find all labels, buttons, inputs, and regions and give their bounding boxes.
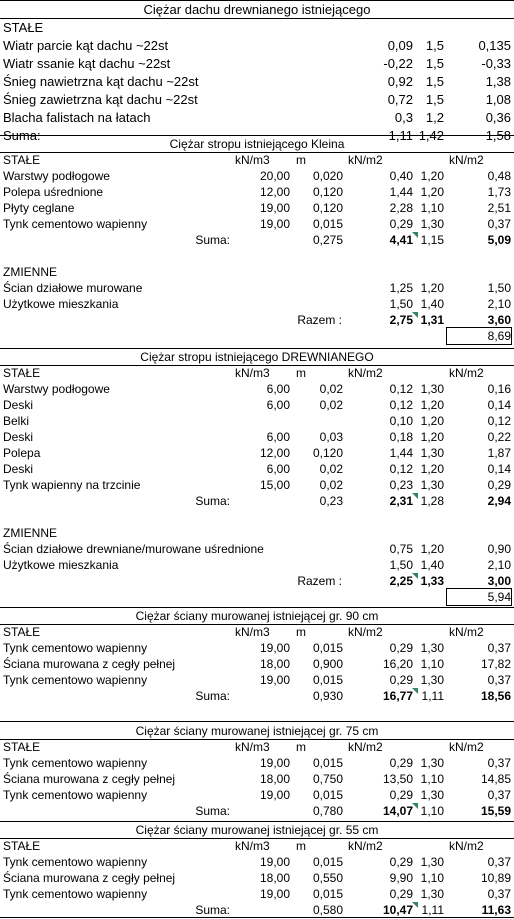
value-char: 0,75 bbox=[389, 542, 413, 556]
row-name: Deski bbox=[3, 462, 34, 476]
razem-factor: 1,31 bbox=[420, 313, 444, 327]
value-thickness: 0,120 bbox=[312, 185, 343, 199]
value-design: 10,89 bbox=[480, 871, 511, 885]
sum-label: Suma: bbox=[195, 804, 230, 818]
value-factor: 1,20 bbox=[420, 430, 444, 444]
value-factor: 1,5 bbox=[425, 56, 444, 71]
section-title: Ciężar ściany murowanej istniejącej gr. 75 cm bbox=[135, 724, 379, 738]
value-design: 2,10 bbox=[487, 558, 511, 572]
sum-factor: 1,11 bbox=[421, 689, 444, 703]
value-factor: 1,40 bbox=[420, 297, 444, 311]
unit-thickness: m bbox=[296, 740, 306, 754]
unit-design: kN/m2 bbox=[449, 625, 484, 639]
grid-line bbox=[446, 588, 447, 605]
row-name: Użytkowe mieszkania bbox=[3, 558, 119, 572]
sum-thickness: 0,930 bbox=[312, 689, 343, 703]
value-factor: 1,20 bbox=[420, 281, 444, 295]
row-name: Tynk wapienny na trzcinie bbox=[3, 478, 141, 492]
value-design: 17,82 bbox=[480, 657, 511, 671]
grand-total: 5,94 bbox=[487, 590, 511, 604]
value-factor: 1,30 bbox=[420, 673, 444, 687]
value-factor: 1,5 bbox=[425, 38, 444, 53]
sum-factor: 1,10 bbox=[420, 804, 444, 818]
value-design: 0,36 bbox=[485, 110, 511, 125]
value-thickness: 0,015 bbox=[312, 855, 343, 869]
value-density: 15,00 bbox=[259, 478, 290, 492]
value-char: 1,44 bbox=[389, 446, 413, 460]
value-thickness: 0,015 bbox=[312, 788, 343, 802]
value-design: -0,33 bbox=[481, 56, 511, 71]
sum-thickness: 0,23 bbox=[319, 494, 343, 508]
sum-factor: 1,42 bbox=[418, 128, 444, 143]
value-thickness: 0,020 bbox=[312, 169, 343, 183]
unit-char: kN/m2 bbox=[348, 366, 383, 380]
razem-design: 3,60 bbox=[487, 313, 511, 327]
value-char: 2,28 bbox=[389, 201, 413, 215]
value-char: 1,50 bbox=[389, 558, 413, 572]
value-char: 1,44 bbox=[389, 185, 413, 199]
value-char: 0,29 bbox=[389, 673, 413, 687]
value-factor: 1,30 bbox=[420, 446, 444, 460]
grid-line bbox=[511, 327, 512, 344]
value-factor: 1,30 bbox=[420, 855, 444, 869]
value-density: 18,00 bbox=[259, 871, 290, 885]
value-density: 19,00 bbox=[259, 788, 290, 802]
row-name: Tynk cementowo wapienny bbox=[3, 673, 148, 687]
unit-char: kN/m2 bbox=[348, 740, 383, 754]
section-label: STAŁE bbox=[3, 20, 44, 35]
value-char: 1,50 bbox=[389, 297, 413, 311]
unit-density: kN/m3 bbox=[235, 625, 270, 639]
unit-thickness: m bbox=[296, 839, 306, 853]
value-factor: 1,40 bbox=[420, 558, 444, 572]
value-factor: 1,30 bbox=[420, 478, 444, 492]
unit-thickness: m bbox=[296, 625, 306, 639]
value-design: 0,16 bbox=[487, 382, 511, 396]
value-design: 0,37 bbox=[487, 217, 511, 231]
value-density: 19,00 bbox=[259, 201, 290, 215]
razem-design: 3,00 bbox=[487, 574, 511, 588]
unit-thickness: m bbox=[296, 366, 306, 380]
row-name: Polepa bbox=[3, 446, 41, 460]
razem-label: Razem : bbox=[297, 574, 342, 588]
value-factor: 1,30 bbox=[420, 788, 444, 802]
value-char: 0,29 bbox=[389, 217, 413, 231]
unit-density: kN/m3 bbox=[235, 839, 270, 853]
unit-density: kN/m3 bbox=[235, 153, 270, 167]
value-density: 20,00 bbox=[259, 169, 290, 183]
value-char: 16,20 bbox=[382, 657, 413, 671]
row-name: Ściana murowana z cegły pełnej bbox=[3, 871, 176, 885]
value-design: 0,37 bbox=[487, 887, 511, 901]
value-design: 0,37 bbox=[487, 673, 511, 687]
value-char: -0,22 bbox=[383, 56, 413, 71]
sum-factor: 1,28 bbox=[420, 494, 444, 508]
value-design: 0,135 bbox=[478, 38, 511, 53]
value-density: 6,00 bbox=[266, 398, 290, 412]
unit-design: kN/m2 bbox=[449, 740, 484, 754]
row-name: Warstwy podłogowe bbox=[3, 382, 110, 396]
sum-label: Suma: bbox=[195, 903, 230, 917]
value-density: 19,00 bbox=[259, 673, 290, 687]
sum-char: 4,41 bbox=[389, 233, 413, 247]
value-factor: 1,20 bbox=[420, 414, 444, 428]
row-name: Blacha falistach na łatach bbox=[3, 110, 151, 125]
variable-label: ZMIENNE bbox=[3, 526, 57, 540]
row-name: Belki bbox=[3, 414, 30, 428]
unit-char: kN/m2 bbox=[348, 625, 383, 639]
value-density: 19,00 bbox=[259, 855, 290, 869]
value-char: 0,72 bbox=[387, 92, 413, 107]
value-design: 1,87 bbox=[487, 446, 511, 460]
value-thickness: 0,120 bbox=[312, 446, 343, 460]
row-name: Wiatr ssanie kąt dachu ~22st bbox=[3, 56, 171, 71]
sum-design: 2,94 bbox=[487, 494, 511, 508]
value-thickness: 0,03 bbox=[319, 430, 343, 444]
unit-char: kN/m2 bbox=[348, 839, 383, 853]
row-name: Tynk cementowo wapienny bbox=[3, 887, 148, 901]
row-name: Tynk cementowo wapienny bbox=[3, 641, 148, 655]
value-design: 2,10 bbox=[487, 297, 511, 311]
section-title: Ciężar ściany murowanej istniejącej gr. 55 cm bbox=[135, 823, 379, 837]
value-thickness: 0,120 bbox=[312, 201, 343, 215]
value-design: 0,14 bbox=[487, 398, 511, 412]
sum-thickness: 0,780 bbox=[312, 804, 343, 818]
value-density: 18,00 bbox=[259, 772, 290, 786]
value-char: 0,23 bbox=[389, 478, 413, 492]
value-design: 0,48 bbox=[487, 169, 511, 183]
value-char: 0,3 bbox=[394, 110, 413, 125]
value-char: 0,40 bbox=[389, 169, 413, 183]
unit-design: kN/m2 bbox=[449, 366, 484, 380]
value-density: 19,00 bbox=[259, 756, 290, 770]
razem-char: 2,25 bbox=[389, 574, 413, 588]
value-density: 18,00 bbox=[259, 657, 290, 671]
value-char: 0,29 bbox=[389, 855, 413, 869]
grid-line bbox=[0, 721, 514, 722]
value-char: 0,12 bbox=[389, 462, 413, 476]
row-name: Ścian działowe murowane bbox=[3, 281, 143, 295]
value-factor: 1,20 bbox=[420, 185, 444, 199]
value-density: 6,00 bbox=[266, 462, 290, 476]
sum-char: 2,31 bbox=[389, 494, 413, 508]
value-density: 19,00 bbox=[259, 641, 290, 655]
value-density: 12,00 bbox=[259, 185, 290, 199]
value-factor: 1,5 bbox=[425, 74, 444, 89]
sum-design: 5,09 bbox=[487, 233, 511, 247]
value-thickness: 0,900 bbox=[312, 657, 343, 671]
row-name: Śnieg zawietrzna kąt dachu ~22st bbox=[3, 92, 198, 107]
section-title: Ciężar dachu drewnianego istniejącego bbox=[143, 2, 371, 17]
grid-line bbox=[446, 327, 447, 344]
row-name: Wiatr parcie kąt dachu ~22st bbox=[3, 38, 169, 53]
row-name: Użytkowe mieszkania bbox=[3, 297, 119, 311]
sum-factor: 1,11 bbox=[421, 903, 444, 917]
unit-thickness: m bbox=[296, 153, 306, 167]
grid-line bbox=[511, 588, 512, 605]
value-thickness: 0,015 bbox=[312, 217, 343, 231]
row-name: Warstwy podłogowe bbox=[3, 169, 110, 183]
value-factor: 1,5 bbox=[425, 92, 444, 107]
value-design: 0,90 bbox=[487, 542, 511, 556]
value-density: 6,00 bbox=[266, 382, 290, 396]
value-factor: 1,30 bbox=[420, 382, 444, 396]
sum-label: Suma: bbox=[3, 128, 41, 143]
value-char: 0,29 bbox=[389, 788, 413, 802]
value-density: 19,00 bbox=[259, 217, 290, 231]
row-name: Tynk cementowo wapienny bbox=[3, 756, 148, 770]
value-thickness bbox=[292, 413, 343, 430]
value-density: 6,00 bbox=[266, 430, 290, 444]
value-factor: 1,20 bbox=[420, 542, 444, 556]
value-char: 13,50 bbox=[382, 772, 413, 786]
grid-line bbox=[446, 605, 512, 606]
value-design: 14,85 bbox=[480, 772, 511, 786]
value-density bbox=[232, 413, 290, 430]
grid-line bbox=[0, 18, 514, 19]
value-design: 1,73 bbox=[487, 185, 511, 199]
sum-char: 16,77 bbox=[382, 689, 413, 703]
value-factor: 1,30 bbox=[420, 887, 444, 901]
sum-factor: 1,15 bbox=[420, 233, 444, 247]
value-thickness: 0,015 bbox=[312, 673, 343, 687]
value-char: 0,18 bbox=[389, 430, 413, 444]
row-name: Ściana murowana z cegły pełnej bbox=[3, 772, 176, 786]
row-name: Ściana murowana z cegły pełnej bbox=[3, 657, 176, 671]
value-thickness: 0,02 bbox=[319, 478, 343, 492]
value-design: 1,08 bbox=[485, 92, 511, 107]
sum-char: 14,07 bbox=[382, 804, 413, 818]
section-label: STAŁE bbox=[3, 153, 41, 167]
value-char: 0,29 bbox=[389, 756, 413, 770]
value-design: 0,14 bbox=[487, 462, 511, 476]
section-label: STAŁE bbox=[3, 366, 41, 380]
value-factor: 1,20 bbox=[420, 169, 444, 183]
value-factor: 1,10 bbox=[420, 657, 444, 671]
razem-label: Razem : bbox=[297, 313, 342, 327]
value-thickness: 0,02 bbox=[319, 382, 343, 396]
value-thickness: 0,02 bbox=[319, 462, 343, 476]
value-char: 0,92 bbox=[387, 74, 413, 89]
value-design: 0,37 bbox=[487, 756, 511, 770]
value-thickness: 0,015 bbox=[312, 641, 343, 655]
value-density: 12,00 bbox=[259, 446, 290, 460]
section-title: Ciężar ściany murowanej istniejącej gr. 90 cm bbox=[135, 609, 379, 623]
row-name: Tynk cementowo wapienny bbox=[3, 788, 148, 802]
row-name: Tynk cementowo wapienny bbox=[3, 217, 148, 231]
sum-label: Suma: bbox=[195, 494, 230, 508]
value-design: 0,12 bbox=[487, 414, 511, 428]
value-char: 0,12 bbox=[389, 382, 413, 396]
value-thickness: 0,015 bbox=[312, 887, 343, 901]
value-design: 0,37 bbox=[487, 641, 511, 655]
razem-factor: 1,33 bbox=[420, 574, 444, 588]
sum-design: 1,58 bbox=[485, 128, 511, 143]
sum-char: 1,11 bbox=[388, 128, 413, 143]
row-name: Tynk cementowo wapienny bbox=[3, 855, 148, 869]
value-factor: 1,20 bbox=[420, 462, 444, 476]
row-name: Deski bbox=[3, 430, 34, 444]
unit-design: kN/m2 bbox=[449, 839, 484, 853]
section-title: Ciężar stropu istniejącego DREWNIANEGO bbox=[140, 350, 374, 364]
sum-thickness: 0,580 bbox=[312, 903, 343, 917]
row-name: Polepa uśrednione bbox=[3, 185, 104, 199]
grand-total: 8,69 bbox=[487, 329, 511, 343]
section-label: STAŁE bbox=[3, 625, 41, 639]
razem-char: 2,75 bbox=[389, 313, 413, 327]
grid-line bbox=[446, 344, 512, 345]
section-label: STAŁE bbox=[3, 740, 41, 754]
value-thickness: 0,750 bbox=[312, 772, 343, 786]
value-design: 0,22 bbox=[487, 430, 511, 444]
value-thickness: 0,02 bbox=[319, 398, 343, 412]
value-density: 19,00 bbox=[259, 887, 290, 901]
value-design: 1,50 bbox=[487, 281, 511, 295]
value-char: 1,25 bbox=[389, 281, 413, 295]
row-name: Płyty ceglane bbox=[3, 201, 75, 215]
section-label: STAŁE bbox=[3, 839, 41, 853]
unit-density: kN/m3 bbox=[235, 366, 270, 380]
value-factor: 1,30 bbox=[420, 756, 444, 770]
value-design: 1,38 bbox=[485, 74, 511, 89]
sum-label: Suma: bbox=[195, 233, 230, 247]
value-factor: 1,10 bbox=[420, 772, 444, 786]
value-thickness: 0,550 bbox=[312, 871, 343, 885]
value-char: 0,10 bbox=[389, 414, 413, 428]
value-design: 2,51 bbox=[487, 201, 511, 215]
unit-design: kN/m2 bbox=[449, 153, 484, 167]
value-char: 9,90 bbox=[389, 871, 413, 885]
value-thickness: 0,015 bbox=[312, 756, 343, 770]
value-factor: 1,30 bbox=[420, 641, 444, 655]
unit-density: kN/m3 bbox=[235, 740, 270, 754]
sum-design: 18,56 bbox=[480, 689, 511, 703]
value-char: 0,12 bbox=[389, 398, 413, 412]
sum-thickness: 0,275 bbox=[312, 233, 343, 247]
sum-char: 10,47 bbox=[382, 903, 413, 917]
value-char: 0,09 bbox=[387, 38, 413, 53]
value-design: 0,29 bbox=[487, 478, 511, 492]
sum-design: 15,59 bbox=[480, 804, 511, 818]
value-factor: 1,10 bbox=[420, 871, 444, 885]
row-name: Ścian działowe drewniane/murowane uśrednione bbox=[3, 542, 264, 556]
unit-char: kN/m2 bbox=[348, 153, 383, 167]
value-factor: 1,10 bbox=[420, 201, 444, 215]
section-title: Ciężar stropu istniejącego Kleina bbox=[169, 137, 345, 151]
row-name: Deski bbox=[3, 398, 34, 412]
sum-label: Suma: bbox=[195, 689, 230, 703]
value-char: 0,29 bbox=[389, 641, 413, 655]
value-char: 0,29 bbox=[389, 887, 413, 901]
value-design: 0,37 bbox=[487, 855, 511, 869]
value-factor: 1,30 bbox=[420, 217, 444, 231]
variable-label: ZMIENNE bbox=[3, 265, 57, 279]
sum-design: 11,63 bbox=[481, 903, 511, 917]
value-design: 0,37 bbox=[487, 788, 511, 802]
value-factor: 1,20 bbox=[420, 398, 444, 412]
value-factor: 1,2 bbox=[425, 110, 444, 125]
row-name: Śnieg nawietrzna kąt dachu ~22st bbox=[3, 74, 199, 89]
